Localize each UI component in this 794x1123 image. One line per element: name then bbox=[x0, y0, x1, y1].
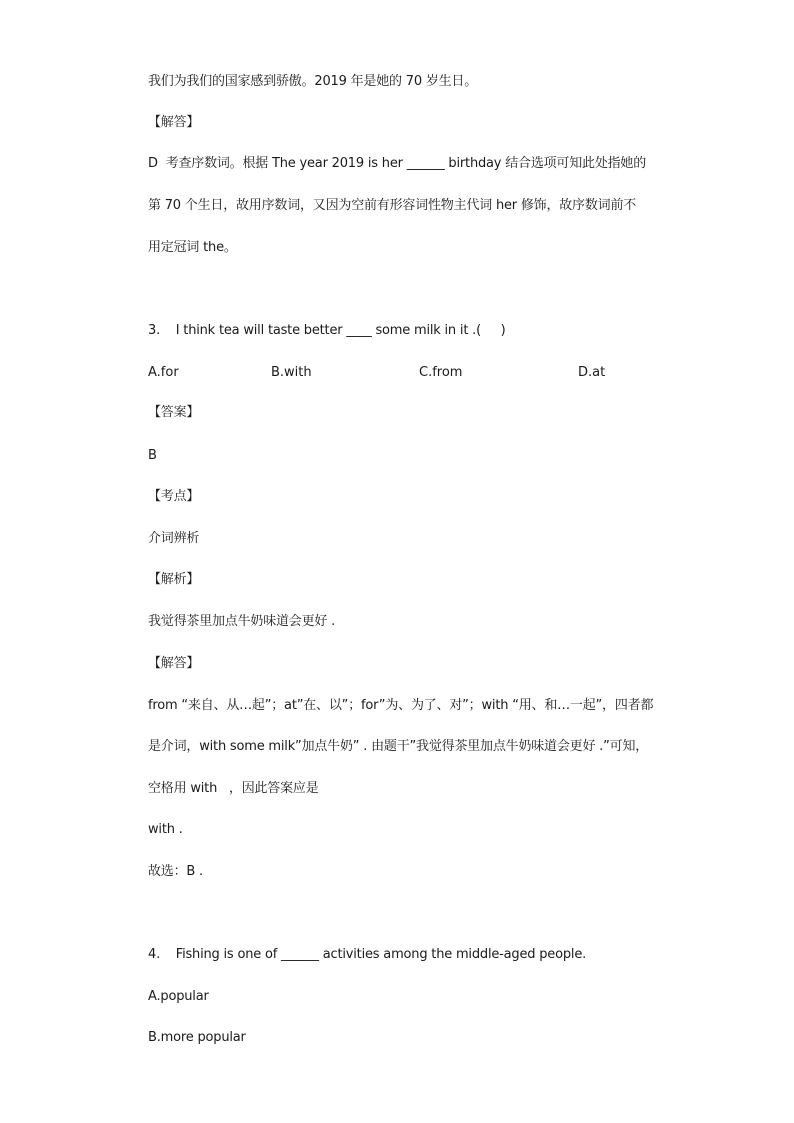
option-a: A.for bbox=[148, 365, 179, 380]
analysis-text: 我觉得茶里加点牛奶味道会更好 . bbox=[148, 614, 336, 629]
analysis-heading: 【解析】 bbox=[148, 572, 200, 587]
answer-line: 用定冠词 the。 bbox=[148, 240, 237, 255]
point-heading: 【考点】 bbox=[148, 489, 200, 504]
point-text: 介词辨析 bbox=[148, 531, 200, 546]
answer-line: 第 70 个生日，故用序数词，又因为空前有形容词性物主代词 her 修饰，故序数词前不 bbox=[148, 198, 637, 213]
option-d: D.at bbox=[578, 365, 606, 380]
answer-line: with . bbox=[148, 822, 183, 837]
answer-heading: 【解答】 bbox=[148, 656, 200, 671]
answer-line: 故选：B . bbox=[148, 864, 203, 879]
answer-line: 空格用 with ，因此答案应是 bbox=[148, 781, 319, 796]
question-stem: 3. I think tea will taste better ____ some milk in it .( ) bbox=[148, 323, 506, 338]
option-b: B.with bbox=[271, 365, 312, 380]
answer-line: from “来自、从…起”；at”在、以”；for”为、为了、对”；with “用、和…一起”，四者都 bbox=[148, 698, 654, 713]
answer-heading: 【解答】 bbox=[148, 115, 200, 130]
translation-line: 我们为我们的国家感到骄傲。2019 年是她的 70 岁生日。 bbox=[148, 74, 478, 89]
option-b: B.more popular bbox=[148, 1030, 246, 1045]
key-heading: 【答案】 bbox=[148, 405, 200, 420]
option-a: A.popular bbox=[148, 989, 209, 1004]
key-value: B bbox=[148, 448, 157, 463]
option-c: C.from bbox=[419, 365, 463, 380]
question-stem: 4. Fishing is one of ______ activities among the middle-aged people. bbox=[148, 947, 587, 962]
answer-line: 是介词，with some milk”加点牛奶” . 由题干”我觉得茶里加点牛奶味道会更好 .”可知， bbox=[148, 739, 649, 754]
answer-line: D 考查序数词。根据 The year 2019 is her ______ birthday 结合选项可知此处指她的 bbox=[148, 156, 647, 171]
